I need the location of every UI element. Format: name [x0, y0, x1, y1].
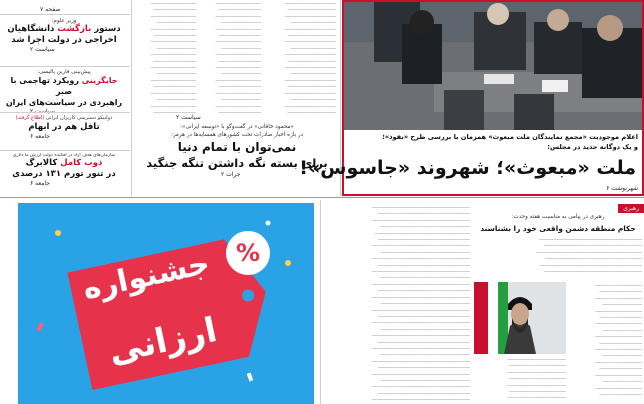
middle-story-title-line2: برای بسته نگه داشتن تنگه جنگید — [146, 156, 328, 170]
teaser-1-title: دستور بازگشت دانشگاهیان — [7, 24, 121, 34]
feature-label: رهبری — [618, 204, 644, 213]
teaser-3-kicker: دولتیکو دسترسی کارپزان ایرانی (اطلاع گرفته) — [15, 115, 113, 121]
feature-story[interactable] — [472, 202, 644, 404]
feature-photo — [474, 282, 566, 354]
feature-headline: حکام منطقه دشمن واقعی خود را بشناسند — [480, 224, 636, 233]
teaser-1[interactable] — [2, 18, 126, 53]
lead-headline: ملت «مبعوث»؛ شهروند «جاسوس»! — [299, 157, 636, 179]
ad-graphic — [18, 203, 314, 404]
lead-photo — [344, 2, 642, 130]
teaser-2-title-line2: راهبردی در سیاست‌های ایران — [5, 98, 123, 107]
ad-banner[interactable] — [18, 203, 314, 404]
teaser-1-page: سیاست ۲ — [30, 46, 55, 53]
feature-body-right-2: ــــــــــــــــــــــــــــــــ ـــــــــــــــــــــــــــــ ــــــــــــــــــــــــــــــــ ـــــــــــــــــــــــــــ ــــــــــــــــــــــــــــــــ ـــــــــــــــــــــــــــــ ــــــــــــــــــــــــــــــــ ـــــــــــــــــــــــــــ ــــــــــــــــــــــــــــــــ ـــــــــــــــــــــــــــــ ــــــــــــــــــــــــــــــــ ـــــــــــــــــــــــــــ ــــــــــــــــــــــــــــــــ ـــــــــــــــــــــــــــــ ــــــــــــــــــــــــــــــــ ـــــــــــــــــــــــــــ ــــــــــــــــــــــــــــــــ ـــــــــــــــــــــــــــــ — [595, 282, 642, 397]
ad-percent-icon: % — [236, 239, 261, 267]
lead-page: شهرنوشت ۶ — [606, 185, 638, 192]
teaser-4[interactable] — [2, 153, 126, 187]
feature-kicker: رهبری در پیامی به مناسبت هفته وحدت: — [511, 214, 605, 220]
teaser-2-title: جایگزینی رویکرد تهاجمی با صبر — [10, 76, 118, 96]
middle-story-kicker: «محمود خاقانی» در گفت‌وگو با «توسعه ایرانی»: — [180, 124, 294, 130]
teaser-1-kicker: وزیر علوم: — [51, 18, 77, 24]
feature-body-right: ــــــــــــــــــــــــــــــــــــــــــــــــــــــــــــــــــــــ ـــــــــــــــــــــــــــــــــــــــــــــــــــــــــــــــــــ ــــــــــــــــــــــــــــــــــــــــــــــــــــــــــــــــــــــــ ــــــــــــــــــــــــــــــــــــــــــــــــــــــــــــــــــ ــــــــــــــــــــــــــــــــــــــــــــــــــــــــــــــــــــــ ـــــــــــــــــــــــــــــــــــــــــــــــــــــــــــــــــــ — [536, 236, 642, 275]
middle-body-text-left: ـــــــــــــــــــــــــــــــ ـــــــــــــــــــــــــــــ ـــــــــــــــــــــــــــــــ ـــــــــــــــــــــــــــ ـــــــــــــــــــــــــــــــ ـــــــــــــــــــــــــــــ ـــــــــــــــــــــــــــــــ ـــــــــــــــــــــــــــ ـــــــــــــــــــــــــــــــ ـــــــــــــــــــــــــــــ ـــــــــــــــــــــــــــــــ ـــــــــــــــــــــــــــ ـــــــــــــــــــــــــــــــ ـــــــــــــــــــــــــــــ ـــــــــــــــــــــــــــــــ ـــــــــــــــــــــــــــ ـــــــــــــــــــــــــــــــ ـــــــــــــــــــــــــــــ — [150, 0, 196, 115]
middle-story-subkicker: در بازه اخبار صادرات تحت کشورهای همسایه‌ها در هرمز: — [170, 132, 304, 138]
teaser-3-page: جامعه ۶ — [30, 133, 51, 140]
teaser-3[interactable] — [2, 115, 126, 140]
lead-kicker-2: و یک دوگانه جدید در مجلس: — [547, 143, 638, 151]
teaser-4-kicker: سازمان‌های هدف آزاد در افکنده دولت ارزش ما دلاری — [12, 153, 116, 158]
teaser-4-title: ذوب کامل کالابرگ — [25, 158, 103, 168]
middle-body-text-center: ـــــــــــــــــــــــــــــــ ـــــــــــــــــــــــــــــ ـــــــــــــــــــــــــــــــ ـــــــــــــــــــــــــــ ـــــــــــــــــــــــــــــــ ـــــــــــــــــــــــــــــ ـــــــــــــــــــــــــــــــ ـــــــــــــــــــــــــــ ـــــــــــــــــــــــــــــــ ـــــــــــــــــــــــــــــ ـــــــــــــــــــــــــــــــ ـــــــــــــــــــــــــــ ـــــــــــــــــــــــــــــــ ـــــــــــــــــــــــــــــ ـــــــــــــــــــــــــــــــ ـــــــــــــــــــــــــــ ـــــــــــــــــــــــــــــــ ـــــــــــــــــــــــــــــ — [215, 0, 261, 115]
teaser-2-kicker: پیش‌بینی فارین پالیسی: — [37, 69, 91, 75]
teaser-1-title-line2: اخراجی در دولت اجرا شد — [11, 35, 117, 45]
teaser-3-title: تافل هم در ابهام — [28, 122, 100, 132]
middle-body-text-right: ـــــــــــــــــــــــــــــــــــ ـــــــــــــــــــــــــــــــــ ـــــــــــــــــــــــــــــــــــ ـــــــــــــــــــــــــــــــ ـــــــــــــــــــــــــــــــــــ ـــــــــــــــــــــــــــــــــ ـــــــــــــــــــــــــــــــــــ ـــــــــــــــــــــــــــــــ ـــــــــــــــــــــــــــــــــــ ـــــــــــــــــــــــــــــــــ ـــــــــــــــــــــــــــــــــــ ـــــــــــــــــــــــــــــــ ـــــــــــــــــــــــــــــــــــ ـــــــــــــــــــــــــــــــــ ـــــــــــــــــــــــــــــــــــ ـــــــــــــــــــــــــــــــ ـــــــــــــــــــــــــــــــــــ ـــــــــــــــــــــــــــــــــ — [284, 0, 336, 115]
ad-word2: ارزانی — [105, 310, 221, 372]
feature-body-left: ـــــــــــــــــــــــــــــــــــــــــــــــــــــــــــــــــــ ـــــــــــــــــــــــــــــــــــــــــــــــــــــــــــــــ ـــــــــــــــــــــــــــــــــــــــــــــــــــــــــــــــــــ ـــــــــــــــــــــــــــــــــــــــــــــــــــــــــــــ ـــــــــــــــــــــــــــــــــــــــــــــــــــــــــــــــــ ـــــــــــــــــــــــــــــــــــــــــــــــــــــــــــــــ ـــــــــــــــــــــــــــــــــــــــــــــــــــــــــــــــــــ ـــــــــــــــــــــــــــــــــــــــــــــــــــــــــــــ ـــــــــــــــــــــــــــــــــــــــــــــــــــــــــــــــــــ ـــــــــــــــــــــــــــــــــــــــــــــــــــــــــــــــ ـــــــــــــــــــــــــــــــــــــــــــــــــــــــــــــــــــ ـــــــــــــــــــــــــــــــــــــــــــــــــــــــــــــ ـــــــــــــــــــــــــــــــــــــــــــــــــــــــــــــــــــ ـــــــــــــــــــــــــــــــــــــــــــــــــــــــــــــــ ـــــــــــــــــــــــــــــــــــــــــــــــــــــــــــــــــــ ـــــــــــــــــــــــــــــــــــــــــــــــــــــــــــــ ـــــــــــــــــــــــــــــــــــــــــــــــــــــــــــــــــــ ـــــــــــــــــــــــــــــــــــــــــــــــــــــــــــــــ ـــــــــــــــــــــــــــــــــــــــــــــــــــــــــــــــــــ ـــــــــــــــــــــــــــــــــــــــــــــــــــــــــــــ ـــــــــــــــــــــــــــــــــــــــــــــــــــــــــــــــــــ ـــــــــــــــــــــــــــــــــــــــــــــــــــــــــــــــ ـــــــــــــــــــــــــــــــــــــــــــــــــــــــــــــــــــ ـــــــــــــــــــــــــــــــــــــــــــــــــــــــــــــ ـــــــــــــــــــــــــــــــــــــــــــــــــــــــــــــــــــ ـــــــــــــــــــــــــــــــــــــــــــــــــــــــــــــــ ـــــــــــــــــــــــــــــــــــــــــــــــــــــــــــــــــــ ـــــــــــــــــــــــــــــــــــــــــــــــــــــــــــــ ـــــــــــــــــــــــــــــــــــــــــــــــــــــــــــــــــــ ـــــــــــــــــــــــــــــــــــــــــــــــــــــــــــــــ ـــــــــــــــــــــــــــــــــــــــــــــــــــــــــــــــــــ — [371, 204, 470, 403]
middle-story-title-line1: نمی‌توان با تمام دنیا — [177, 140, 297, 154]
left-teaser-column — [0, 0, 130, 196]
middle-story-page: جرات ۲ — [221, 171, 241, 178]
teaser-2[interactable] — [2, 69, 126, 115]
feature-body-bottom: ــــــــــــــــــــــــــــــــــــــــ ـــــــــــــــــــــــــــــــــــــــ ــــــــــــــــــــــــــــــــــــــــ ـــــــــــــــــــــــــــــــــــــــ ــــــــــــــــــــــــــــــــــــــــ ـــــــــــــــــــــــــــــــــــــــ ــــــــــــــــــــــــــــــــــــــــ — [507, 356, 566, 401]
lead-kicker-1: اعلام موجودیت «مجمع نمایندگان ملت مبعوث» همزمان با بررسی طرح «نفوذ»؛ — [382, 133, 638, 141]
middle-col-page: سیاست ۲ — [176, 114, 201, 121]
teaser-4-title-line2: در تنور تورم ۱۳۱ درصدی — [12, 169, 116, 179]
teaser-4-page: جامعه ۶ — [30, 180, 51, 187]
teaser-0-page: صفحه ۷ — [40, 6, 61, 13]
ad-word1: جشنواره — [79, 246, 213, 307]
